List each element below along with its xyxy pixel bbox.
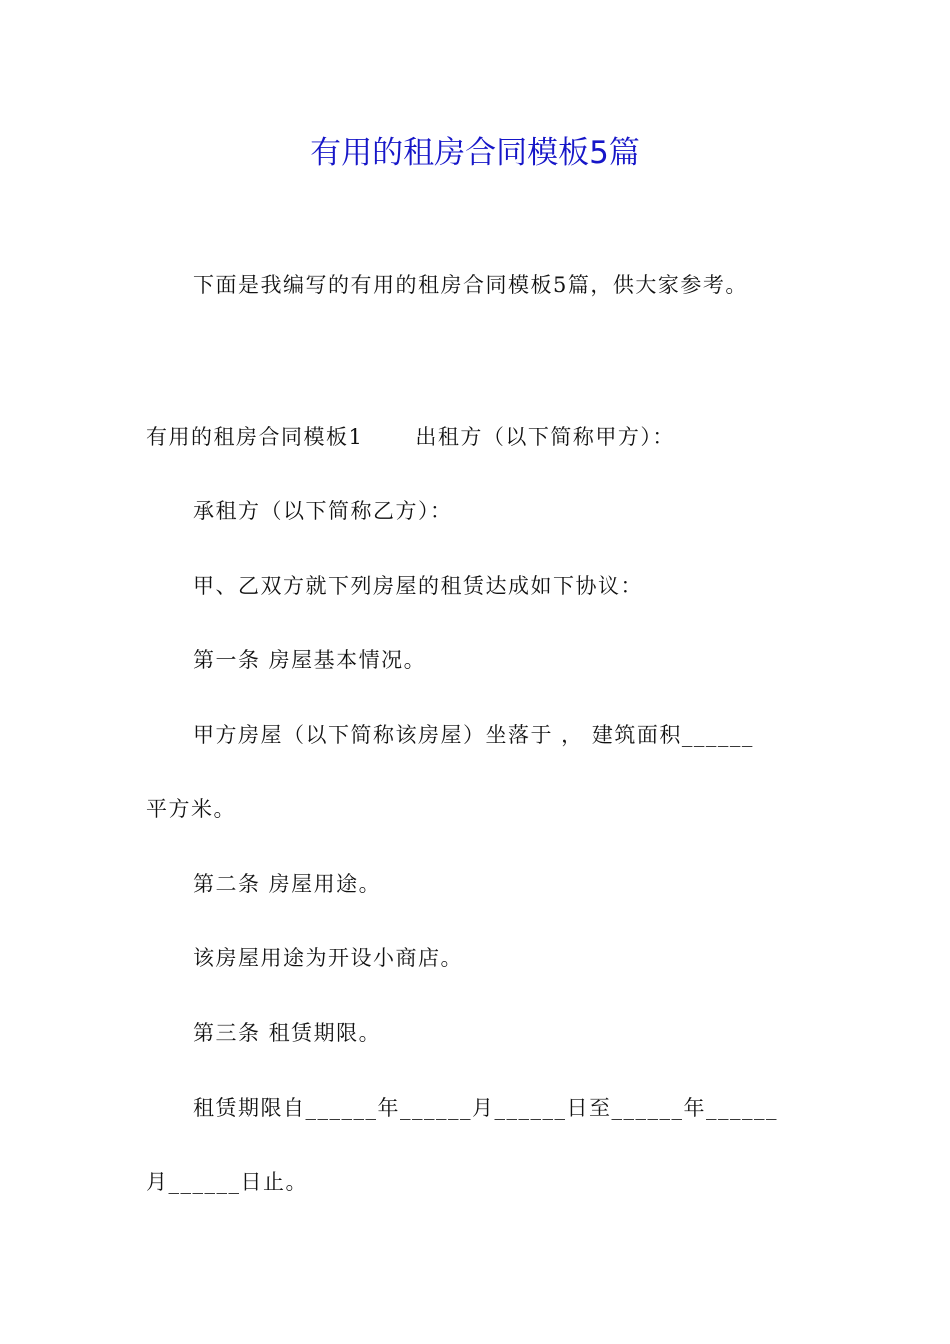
- article-1-title: 第一条 房屋基本情况。: [193, 648, 427, 672]
- article-3-body: 租赁期限自______年______月______日至______年______: [193, 1096, 778, 1120]
- article-2-body: 该房屋用途为开设小商店。: [193, 946, 463, 970]
- article-3-title: 第三条 租赁期限。: [193, 1021, 382, 1045]
- lessor-label: 出租方（以下简称甲方）：: [415, 425, 675, 449]
- document-title: 有用的租房合同模板5篇: [310, 135, 640, 171]
- lessee-label: 承租方（以下简称乙方）：: [193, 499, 453, 523]
- article-2-title: 第二条 房屋用途。: [193, 872, 382, 896]
- article-3-body-continued: 月______日止。: [146, 1170, 308, 1194]
- intro-paragraph: 下面是我编写的有用的租房合同模板5篇，供大家参考。: [193, 273, 748, 297]
- article-1-body-continued: 平方米。: [146, 797, 236, 821]
- article-1-body: 甲方房屋（以下简称该房屋）坐落于 ， 建筑面积______: [193, 723, 754, 747]
- agreement-line: 甲、乙双方就下列房屋的租赁达成如下协议：: [193, 574, 643, 598]
- section-heading-line: [146, 420, 675, 454]
- section-heading: 有用的租房合同模板1: [146, 425, 364, 449]
